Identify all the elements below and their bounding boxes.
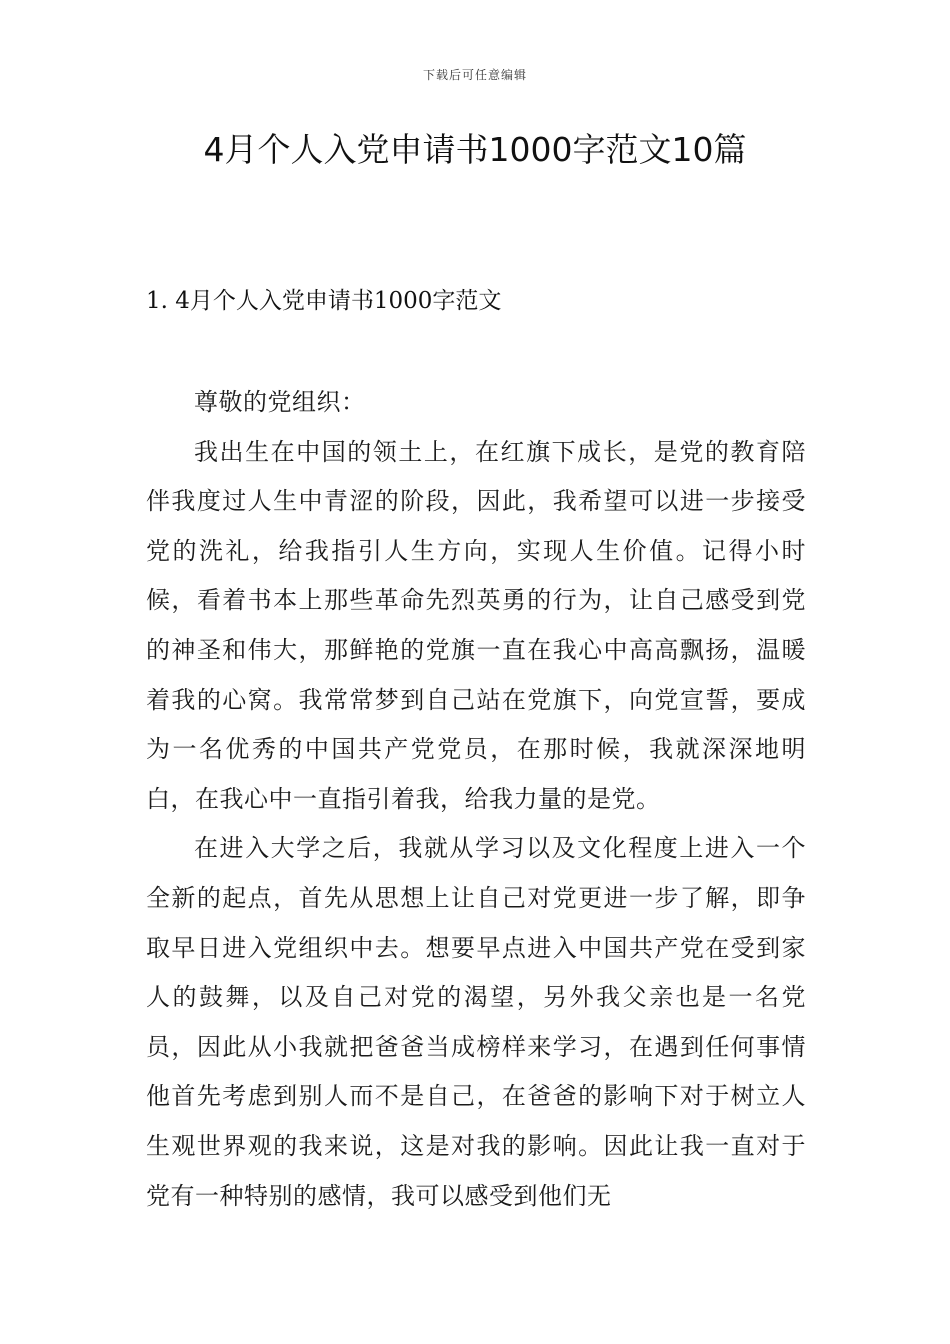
salutation: 尊敬的党组织：: [194, 388, 366, 416]
body-paragraph-2: 在进入大学之后，我就从学习以及文化程度上进入一个全新的起点，首先从思想上让自己对党更进一步了解，即争取早日进入党组织中去。想要早点进入中国共产党在受到家人的鼓舞，以及自己对党的渴望，另外我父亲也是一名党员，因此从小我就把爸爸当成榜样来学习，在遇到任何事情他首先考虑到别人而不是自己，在爸爸的影响下对于树立人生观世界观的我来说，这是对我的影响。因此让我一直对于党有一种特别的感情，我可以感受到他们无: [146, 834, 806, 1210]
document-body: [146, 378, 806, 1221]
page-header-note: 下载后可任意编辑: [422, 68, 527, 82]
document-title: 4月个人入党申请书1000字范文10篇: [203, 130, 747, 169]
section-heading: 1. 4月个人入党申请书1000字范文: [146, 288, 502, 314]
body-paragraph-1: 我出生在中国的领土上，在红旗下成长，是党的教育陪伴我度过人生中青涩的阶段，因此，我希望可以进一步接受党的洗礼，给我指引人生方向，实现人生价值。记得小时候，看着书本上那些革命先烈英勇的行为，让自己感受到党的神圣和伟大，那鲜艳的党旗一直在我心中高高飘扬，温暖着我的心窝。我常常梦到自己站在党旗下，向党宣誓，要成为一名优秀的中国共产党党员，在那时候，我就深深地明白，在我心中一直指引着我，给我力量的是党。: [146, 437, 806, 813]
